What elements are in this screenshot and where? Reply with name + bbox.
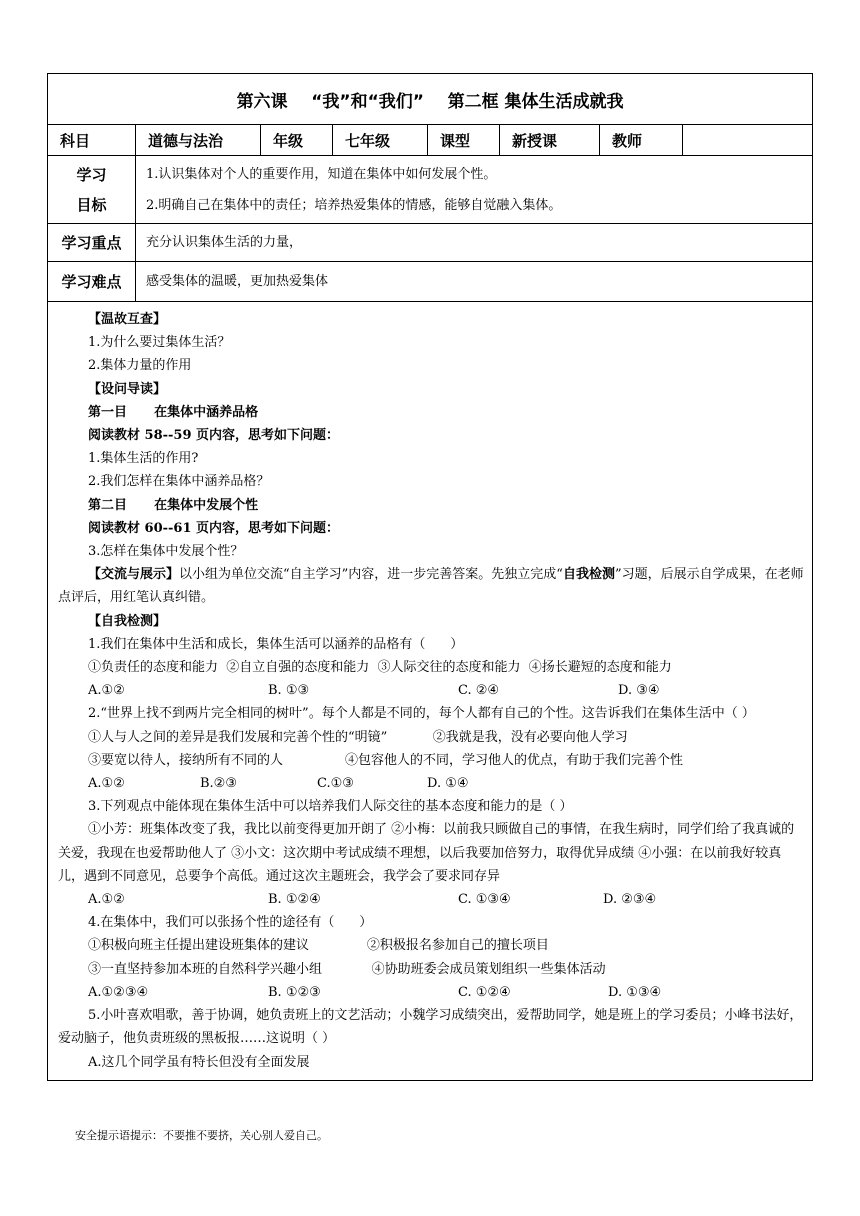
question-options [58, 981, 804, 1004]
question-options [58, 679, 804, 702]
option: A.①②③④ [88, 984, 149, 1000]
option: D. ①④ [427, 776, 469, 792]
goals-label-line1: 学习 [76, 165, 107, 184]
study-content [48, 302, 813, 1081]
type-value: 新授课 [500, 125, 600, 156]
option: A.①② [88, 892, 125, 908]
option: D. ③④ [618, 683, 660, 699]
guide-part1-read: 阅读教材 58--59 页内容，思考如下问题： [88, 428, 340, 444]
guide-part2-title: 第二目 在集体中发展个性 [88, 497, 259, 513]
goals-content [136, 156, 813, 224]
lesson-title-cell [48, 74, 813, 125]
goals-label [48, 156, 136, 224]
question-stem: 1.我们在集体中生活和成长，集体生活可以涵养的品格有（ ） [88, 636, 464, 652]
goal-item: 1.认识集体对个人的重要作用，知道在集体中如何发展个性。 [146, 166, 497, 182]
question-items: ①小芳：班集体改变了我，我比以前变得更加开朗了 ②小梅：以前我只顾做自己的事情，在我生病时，同学们给了我真诚的关爱，我现在也爱帮助他人了 ③小文：这次期中考试成绩不理想，以后我要加倍努力，取得优异成绩 ④小强：在以前我好较真儿，遇到不同意见，总要争个高低。通过这次主题班会，我学会了要求同存异 [58, 822, 795, 884]
lesson-plan-table [47, 73, 813, 1081]
exchange-heading: 【交流与展示】 [88, 567, 180, 583]
question-stem: 2.“世界上找不到两片完全相同的树叶”。每个人都是不同的，每个人都有自己的个性。这告诉我们在集体生活中（ ） [88, 706, 755, 722]
option: C.①③ [317, 776, 354, 792]
question-items: ①人与人之间的差异是我们发展和完善个性的“明镜” ②我就是我，没有必要向他人学习 [88, 729, 628, 745]
guide-part1-title: 第一目 在集体中涵养品格 [88, 404, 259, 420]
key-point-text: 充分认识集体生活的力量， [136, 224, 813, 262]
exchange-bold: 自我检测 [562, 567, 615, 583]
option: C. ①③④ [458, 892, 511, 908]
subject-label: 科目 [48, 125, 136, 156]
question-stem: 3.下列观点中能体现在集体生活中可以培养我们人际交往的基本态度和能力的是（ ） [88, 799, 573, 815]
option: C. ①②④ [458, 984, 511, 1000]
guide-question: 2.我们怎样在集体中涵养品格？ [88, 474, 270, 490]
question-items: ①积极向班主任提出建设班集体的建议 ②积极报名参加自己的擅长项目 [88, 938, 549, 954]
question-items: ③一直坚持参加本班的自然科学兴趣小组 ④协助班委会成员策划组织一些集体活动 [88, 961, 606, 977]
grade-label: 年级 [261, 125, 333, 156]
lesson-title: 第六课 “我”和“我们” 第二框 集体生活成就我 [236, 91, 624, 112]
teacher-value [683, 125, 813, 156]
review-question: 1.为什么要过集体生活？ [88, 335, 231, 351]
goal-item: 2.明确自己在集体中的责任；培养热爱集体的情感，能够自觉融入集体。 [146, 197, 562, 213]
exchange-paragraph [58, 563, 804, 609]
option: D. ①③④ [608, 984, 662, 1000]
question-options [58, 888, 804, 911]
teacher-label: 教师 [600, 125, 683, 156]
option: B.②③ [200, 776, 237, 792]
question-option: A.这几个同学虽有特长但没有全面发展 [88, 1054, 310, 1070]
key-point-label: 学习重点 [48, 224, 136, 262]
goals-label-line2: 目标 [76, 195, 107, 214]
selfcheck-heading: 【自我检测】 [88, 613, 167, 629]
guide-question: 1.集体生活的作用? [88, 451, 199, 467]
safety-footer: 安全提示语提示：不要推不要挤，关心别人爱自己。 [75, 1129, 328, 1142]
option: B. ①②③ [268, 984, 321, 1000]
question-items: ①负责任的态度和能力 ②自立自强的态度和能力 ③人际交往的态度和能力 ④扬长避短的态度和能力 [88, 660, 672, 676]
option: C. ②④ [458, 683, 500, 699]
option: A.①② [88, 776, 125, 792]
question-stem: 4.在集体中，我们可以张扬个性的途径有（ ） [88, 915, 373, 931]
question-options [58, 772, 804, 795]
option: A.①② [88, 683, 125, 699]
guide-question: 3.怎样在集体中发展个性？ [88, 544, 244, 560]
grade-value: 七年级 [333, 125, 428, 156]
option: B. ①③ [268, 683, 310, 699]
difficulty-label: 学习难点 [48, 262, 136, 302]
type-label: 课型 [428, 125, 500, 156]
review-question: 2.集体力量的作用 [88, 358, 192, 374]
question-stem: 5.小叶喜欢唱歌，善于协调，她负责班上的文艺活动；小魏学习成绩突出，爱帮助同学，她是班上的学习委员；小峰书法好，爱动脑子，他负责班级的黑板报……这说明（ ） [58, 1008, 803, 1047]
option: D. ②③④ [603, 892, 657, 908]
option: B. ①②④ [268, 892, 321, 908]
review-heading: 【温故互查】 [88, 312, 167, 327]
question-items: ③要宽以待人，接纳所有不同的人 ④包容他人的不同，学习他人的优点，有助于我们完善个性 [88, 752, 683, 768]
difficulty-text: 感受集体的温暖，更加热爱集体 [136, 262, 813, 302]
guide-heading: 【设问导读】 [88, 381, 167, 397]
guide-part2-read: 阅读教材 60--61 页内容，思考如下问题： [88, 520, 340, 536]
subject-value: 道德与法治 [136, 125, 261, 156]
exchange-text: ”习题，后展示自学成果，在老师点评后，用红笔认真纠错。 [58, 567, 804, 606]
exchange-text: 以小组为单位交流“自主学习”内容，进一步完善答案。先独立完成“ [179, 567, 563, 583]
